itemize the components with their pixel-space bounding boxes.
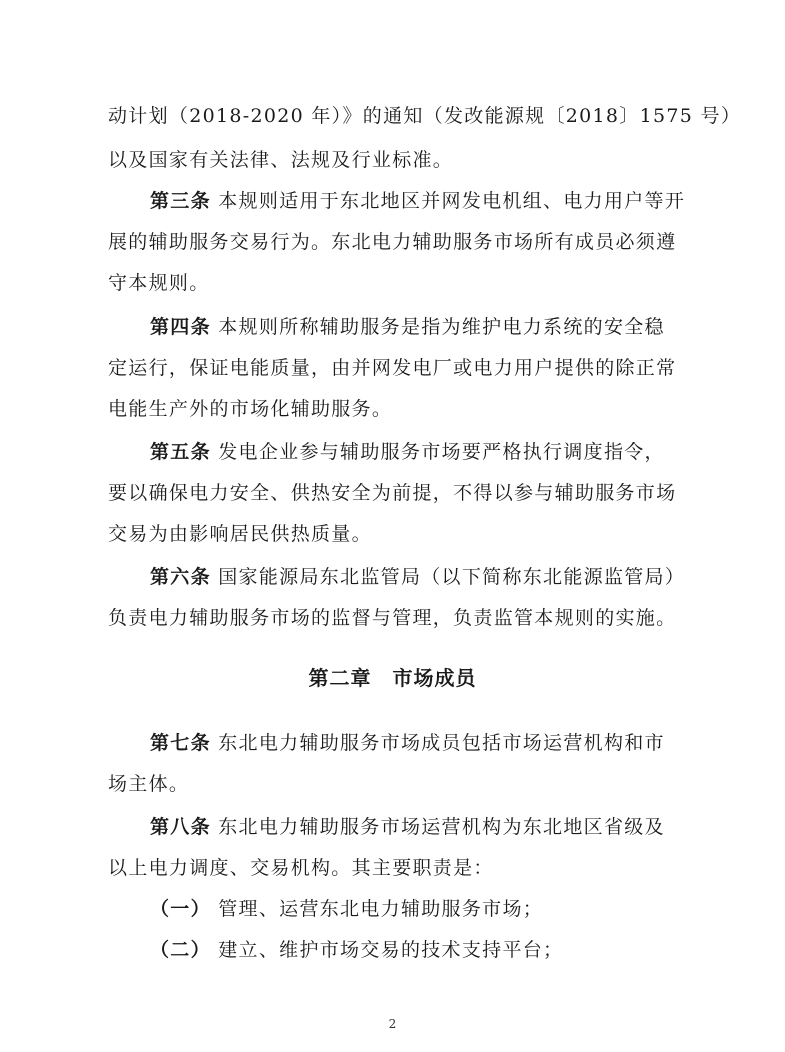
article-5 [150,436,785,468]
text-line: 以及国家有关法律、法规及行业标准。 [108,149,454,171]
text-line: 电能生产外的市场化辅助服务。 [108,398,393,420]
list-item-1-number: （一） [150,898,211,920]
article-6-text: 国家能源局东北监管局（以下简称东北能源监管局） [218,566,686,588]
list-item-2-number: （二） [150,939,211,961]
list-item-1 [150,893,785,925]
article-6-title: 第六条 [150,566,211,588]
text-line: 定运行，保证电能质量，由并网发电厂或电力用户提供的除正常 [108,357,677,379]
article-5-title: 第五条 [150,441,211,463]
text-line: 以上电力调度、交易机构。其主要职责是： [108,857,494,879]
article-3 [150,185,785,217]
article-8 [150,811,785,843]
text-line: 展的辅助服务交易行为。东北电力辅助服务市场所有成员必须遵 [108,231,677,253]
text-line: 场主体。 [108,773,190,795]
list-item-2-text: 建立、维护市场交易的技术支持平台； [218,939,564,961]
article-4-title: 第四条 [150,316,211,338]
list-item-1-text: 管理、运营东北电力辅助服务市场； [218,898,544,920]
article-8-text: 东北电力辅助服务市场运营机构为东北地区省级及 [218,816,665,838]
article-3-text: 本规则适用于东北地区并网发电机组、电力用户等开 [218,190,686,212]
article-3-title: 第三条 [150,190,211,212]
article-7-title: 第七条 [150,732,211,754]
article-5-text: 发电企业参与辅助服务市场要严格执行调度指令， [218,441,665,463]
page-number: 2 [388,1017,397,1031]
article-7-text: 东北电力辅助服务市场成员包括市场运营机构和市 [218,732,665,754]
list-item-2 [150,934,785,966]
article-4 [150,311,785,343]
article-7 [150,727,785,759]
text-line: 负责电力辅助服务市场的监督与管理，负责监管本规则的实施。 [108,607,677,629]
article-4-text: 本规则所称辅助服务是指为维护电力系统的安全稳 [218,316,665,338]
article-8-title: 第八条 [150,816,211,838]
article-6 [150,561,785,593]
text-line: 守本规则。 [108,272,210,294]
text-line: 动计划（2018-2020 年）》的通知（发改能源规〔2018〕1575 号） [108,105,742,127]
chapter-heading: 第二章 市场成员 [308,666,477,690]
text-line: 要以确保电力安全、供热安全为前提，不得以参与辅助服务市场 [108,482,677,504]
text-line: 交易为由影响居民供热质量。 [108,523,372,545]
